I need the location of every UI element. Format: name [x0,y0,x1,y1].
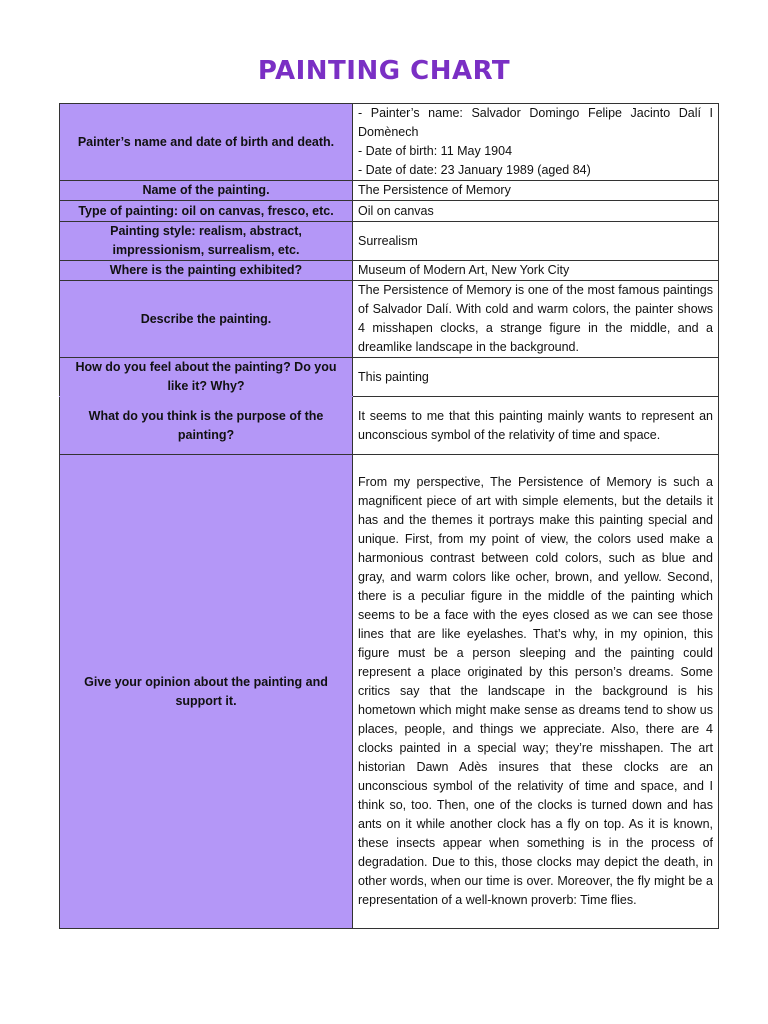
table-row [60,358,719,397]
table-row [60,455,719,929]
answer-cell: This painting [353,358,719,397]
table-row [60,222,719,261]
question-cell: How do you feel about the painting? Do you like it? Why? [60,358,353,397]
answer-cell: Museum of Modern Art, New York City [353,261,719,281]
answer-line: - Date of date: 23 January 1989 (aged 84) [358,163,591,177]
question-cell: Name of the painting. [60,181,353,201]
answer-cell: The Persistence of Memory [353,181,719,201]
question-cell: Where is the painting exhibited? [60,261,353,281]
table-row [60,281,719,358]
question-cell: Describe the painting. [60,281,353,358]
answer-cell: Oil on canvas [353,201,719,222]
page-title: PAINTING CHART [257,56,511,86]
table-row [60,261,719,281]
question-cell: Type of painting: oil on canvas, fresco, etc. [60,201,353,222]
answer-line: - Date of birth: 11 May 1904 [358,144,513,158]
answer-cell: The Persistence of Memory is one of the most famous paintings of Salvador Dalí. With cold and warm colors, the painter shows 4 misshapen clocks, a strange figure in the middle, and a dreamlike landscape in the background. [353,281,719,358]
question-cell: Painting style: realism, abstract, impressionism, surrealism, etc. [60,222,353,261]
painting-chart-table [59,103,719,929]
answer-cell: It seems to me that this painting mainly wants to represent an unconscious symbol of the relativity of time and space. [353,397,719,455]
answer-line: - Painter’s name: Salvador Domingo Felipe Jacinto Dalí I Domènech [358,106,713,139]
answer-cell: From my perspective, The Persistence of Memory is such a magnificent piece of art with simple elements, but the details it has and the themes it portrays make this painting special and unique. First, from my point of view, the colors used make a harmonious contrast between cold colors, such as blue and gray, and warm colors like ocher, brown, and yellow. Second, there is a peculiar figure in the middle of the painting which seems to be a face with the eyes closed as we can see those lines that are like eyelashes. That’s why, in my opinion, this figure must be a person sleeping and the painting could represent a place originated by this person’s dreams. Some critics say that the landscape in the background is his hometown which might make sense as dreams tend to show us places, people, and things we appreciate. Also, there are 4 clocks painted in a special way; they’re misshapen. The art historian Dawn Adès insures that these clocks are an unconscious symbol of the relativity of time and space, and I think so, too. Then, one of the clocks is turned down and has ants on it while another clock has a fly on top. As it is known, these insects appear when something is in the process of degradation. Due to this, those clocks may depict the death, in other words, when our time is over. Moreover, the fly might be a representation of a well-known proverb: Time flies. [353,455,719,929]
answer-cell: Surrealism [353,222,719,261]
question-cell: Give your opinion about the painting and support it. [60,455,353,929]
table-row [60,104,719,181]
table-row [60,181,719,201]
question-cell: What do you think is the purpose of the painting? [60,397,353,455]
table-row [60,397,719,455]
table-row [60,201,719,222]
question-cell: Painter’s name and date of birth and death. [60,104,353,181]
answer-cell [353,104,719,181]
